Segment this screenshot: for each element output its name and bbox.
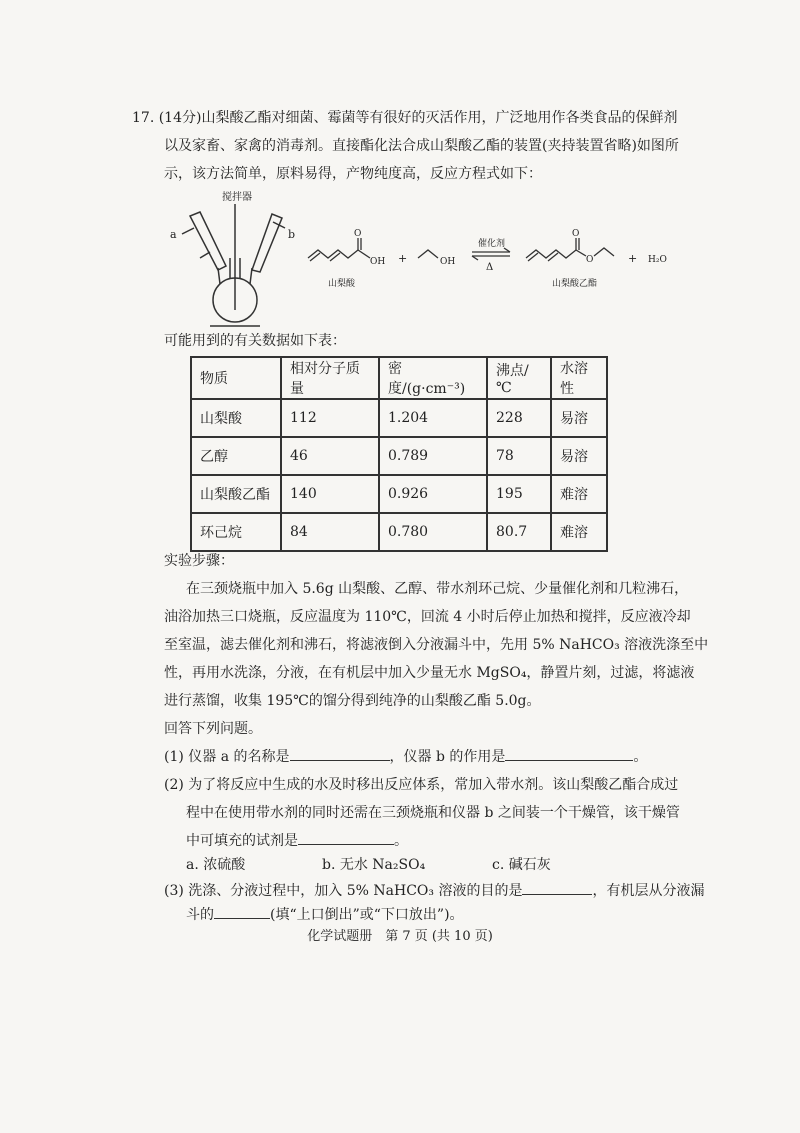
q3-blank-1[interactable]: [522, 878, 592, 895]
equilibrium-arrow: [472, 248, 510, 260]
table-cell: 难溶: [551, 475, 607, 513]
o-label-2: O: [572, 229, 580, 239]
oh-label-1: OH: [370, 257, 386, 267]
name-sorbic-acid: 山梨酸: [328, 279, 356, 289]
stirrer-label: 搅拌器: [222, 192, 252, 203]
label-b: b: [288, 228, 296, 241]
steps-line-4: 性，再用水洗涤，分液，在有机层中加入少量无水 MgSO₄，静置片刻，过滤，将滤液: [164, 665, 695, 681]
steps-line-1: 在三颈烧瓶中加入 5.6g 山梨酸、乙醇、带水剂环己烷、少量催化剂和几粒沸石，: [186, 581, 689, 597]
q2-part-a: 中可填充的试剂是: [186, 833, 298, 849]
delta-label: Δ: [486, 262, 494, 273]
table-cell: 140: [281, 475, 379, 513]
table-header-row: [191, 357, 607, 399]
table-cell: 84: [281, 513, 379, 551]
q2-part-end: 。: [394, 833, 408, 849]
table-cell: 195: [487, 475, 551, 513]
q1-part-b: ，仪器 b 的作用是: [389, 749, 506, 765]
q2-option-b: b. 无水 Na₂SO₄: [322, 857, 426, 873]
table-cell: 0.926: [379, 475, 487, 513]
table-row: [191, 513, 607, 551]
question-line-3: 示，该方法简单，原料易得，产物纯度高，反应方程式如下：: [164, 166, 542, 182]
table-cell: 1.204: [379, 399, 487, 437]
q1-part-c: 。: [633, 749, 648, 765]
q3-part-a: (3) 洗涤、分液过程中，加入 5% NaHCO₃ 溶液的目的是: [164, 883, 523, 899]
table-cell: 山梨酸乙酯: [191, 475, 281, 513]
o-label-1: O: [354, 229, 362, 239]
ethanol-structure: [418, 250, 438, 258]
q1-blank-1[interactable]: [290, 744, 390, 761]
table-intro: 可能用到的有关数据如下表：: [164, 333, 346, 349]
steps-title: 实验步骤：: [164, 553, 234, 569]
q2-blank[interactable]: [298, 828, 394, 845]
table-cell: 228: [487, 399, 551, 437]
o-ester-label: O: [586, 255, 594, 265]
table-cell: 环己烷: [191, 513, 281, 551]
table-cell: 难溶: [551, 513, 607, 551]
header-cell: 水溶性: [551, 357, 607, 399]
question-line-2: 以及家畜、家禽的消毒剂。直接酯化法合成山梨酸乙酯的装置(夹持装置省略)如图所: [164, 138, 679, 154]
q3-part-c: 斗的: [186, 907, 214, 923]
question-line-1: 17. (14分)山梨酸乙酯对细菌、霉菌等有很好的灭活作用，广泛地用作各类食品的保鲜剂: [132, 110, 678, 126]
q3-part-b: ，有机层从分液漏: [592, 883, 705, 899]
steps-line-5: 进行蒸馏，收集 195℃的馏分得到纯净的山梨酸乙酯 5.0g。: [164, 693, 541, 709]
table-row: [191, 437, 607, 475]
page-footer: 化学试题册 第 7 页 (共 10 页): [307, 929, 493, 944]
table-cell: 山梨酸: [191, 399, 281, 437]
q3-part-d: (填“上口倒出”或“下口放出”)。: [270, 907, 464, 923]
header-cell: 物质: [191, 357, 281, 399]
table-cell: 易溶: [551, 437, 607, 475]
q2-line-1: (2) 为了将反应中生成的水及时移出反应体系，常加入带水剂。该山梨酸乙酯合成过: [164, 777, 679, 793]
q2-option-a: a. 浓硫酸: [186, 857, 246, 873]
oh-label-2: OH: [440, 257, 456, 267]
q1-blank-2[interactable]: [505, 744, 633, 761]
answer-title: 回答下列问题。: [164, 721, 262, 737]
table-cell: 0.780: [379, 513, 487, 551]
ethyl-sorbate-structure: [526, 238, 614, 261]
q1-line: [164, 742, 647, 772]
header-cell: 沸点/℃: [487, 357, 551, 399]
table-row: [191, 475, 607, 513]
q3-blank-2[interactable]: [214, 902, 270, 919]
apparatus-diagram: [182, 190, 285, 326]
header-cell: 相对分子质量: [281, 357, 379, 399]
q2-option-c: c. 碱石灰: [492, 857, 551, 873]
q1-part-a: (1) 仪器 a 的名称是: [164, 749, 290, 765]
data-table: [190, 356, 608, 552]
q2-line-2: 程中在使用带水剂的同时还需在三颈烧瓶和仪器 b 之间装一个干燥管，该干燥管: [186, 805, 680, 821]
table-cell: 112: [281, 399, 379, 437]
header-cell: 密度/(g·cm⁻³): [379, 357, 487, 399]
table-cell: 78: [487, 437, 551, 475]
table-cell: 乙醇: [191, 437, 281, 475]
table-row: [191, 399, 607, 437]
plus-2: +: [628, 252, 638, 265]
name-ethyl-sorbate: 山梨酸乙酯: [552, 279, 598, 289]
steps-line-2: 油浴加热三口烧瓶，反应温度为 110℃，回流 4 小时后停止加热和搅拌，反应液冷却: [164, 609, 691, 625]
label-a: a: [170, 228, 177, 241]
steps-line-3: 至室温，滤去催化剂和沸石，将滤液倒入分液漏斗中，先用 5% NaHCO₃ 溶液洗涤至中: [164, 637, 709, 653]
plus-1: +: [398, 252, 408, 265]
table-cell: 80.7: [487, 513, 551, 551]
catalyst-label: 催化剂: [478, 239, 506, 249]
water-label: H₂O: [648, 255, 667, 265]
reaction-figure: [160, 188, 680, 330]
table-cell: 0.789: [379, 437, 487, 475]
table-cell: 易溶: [551, 399, 607, 437]
table-cell: 46: [281, 437, 379, 475]
sorbic-acid-structure: [308, 238, 370, 261]
